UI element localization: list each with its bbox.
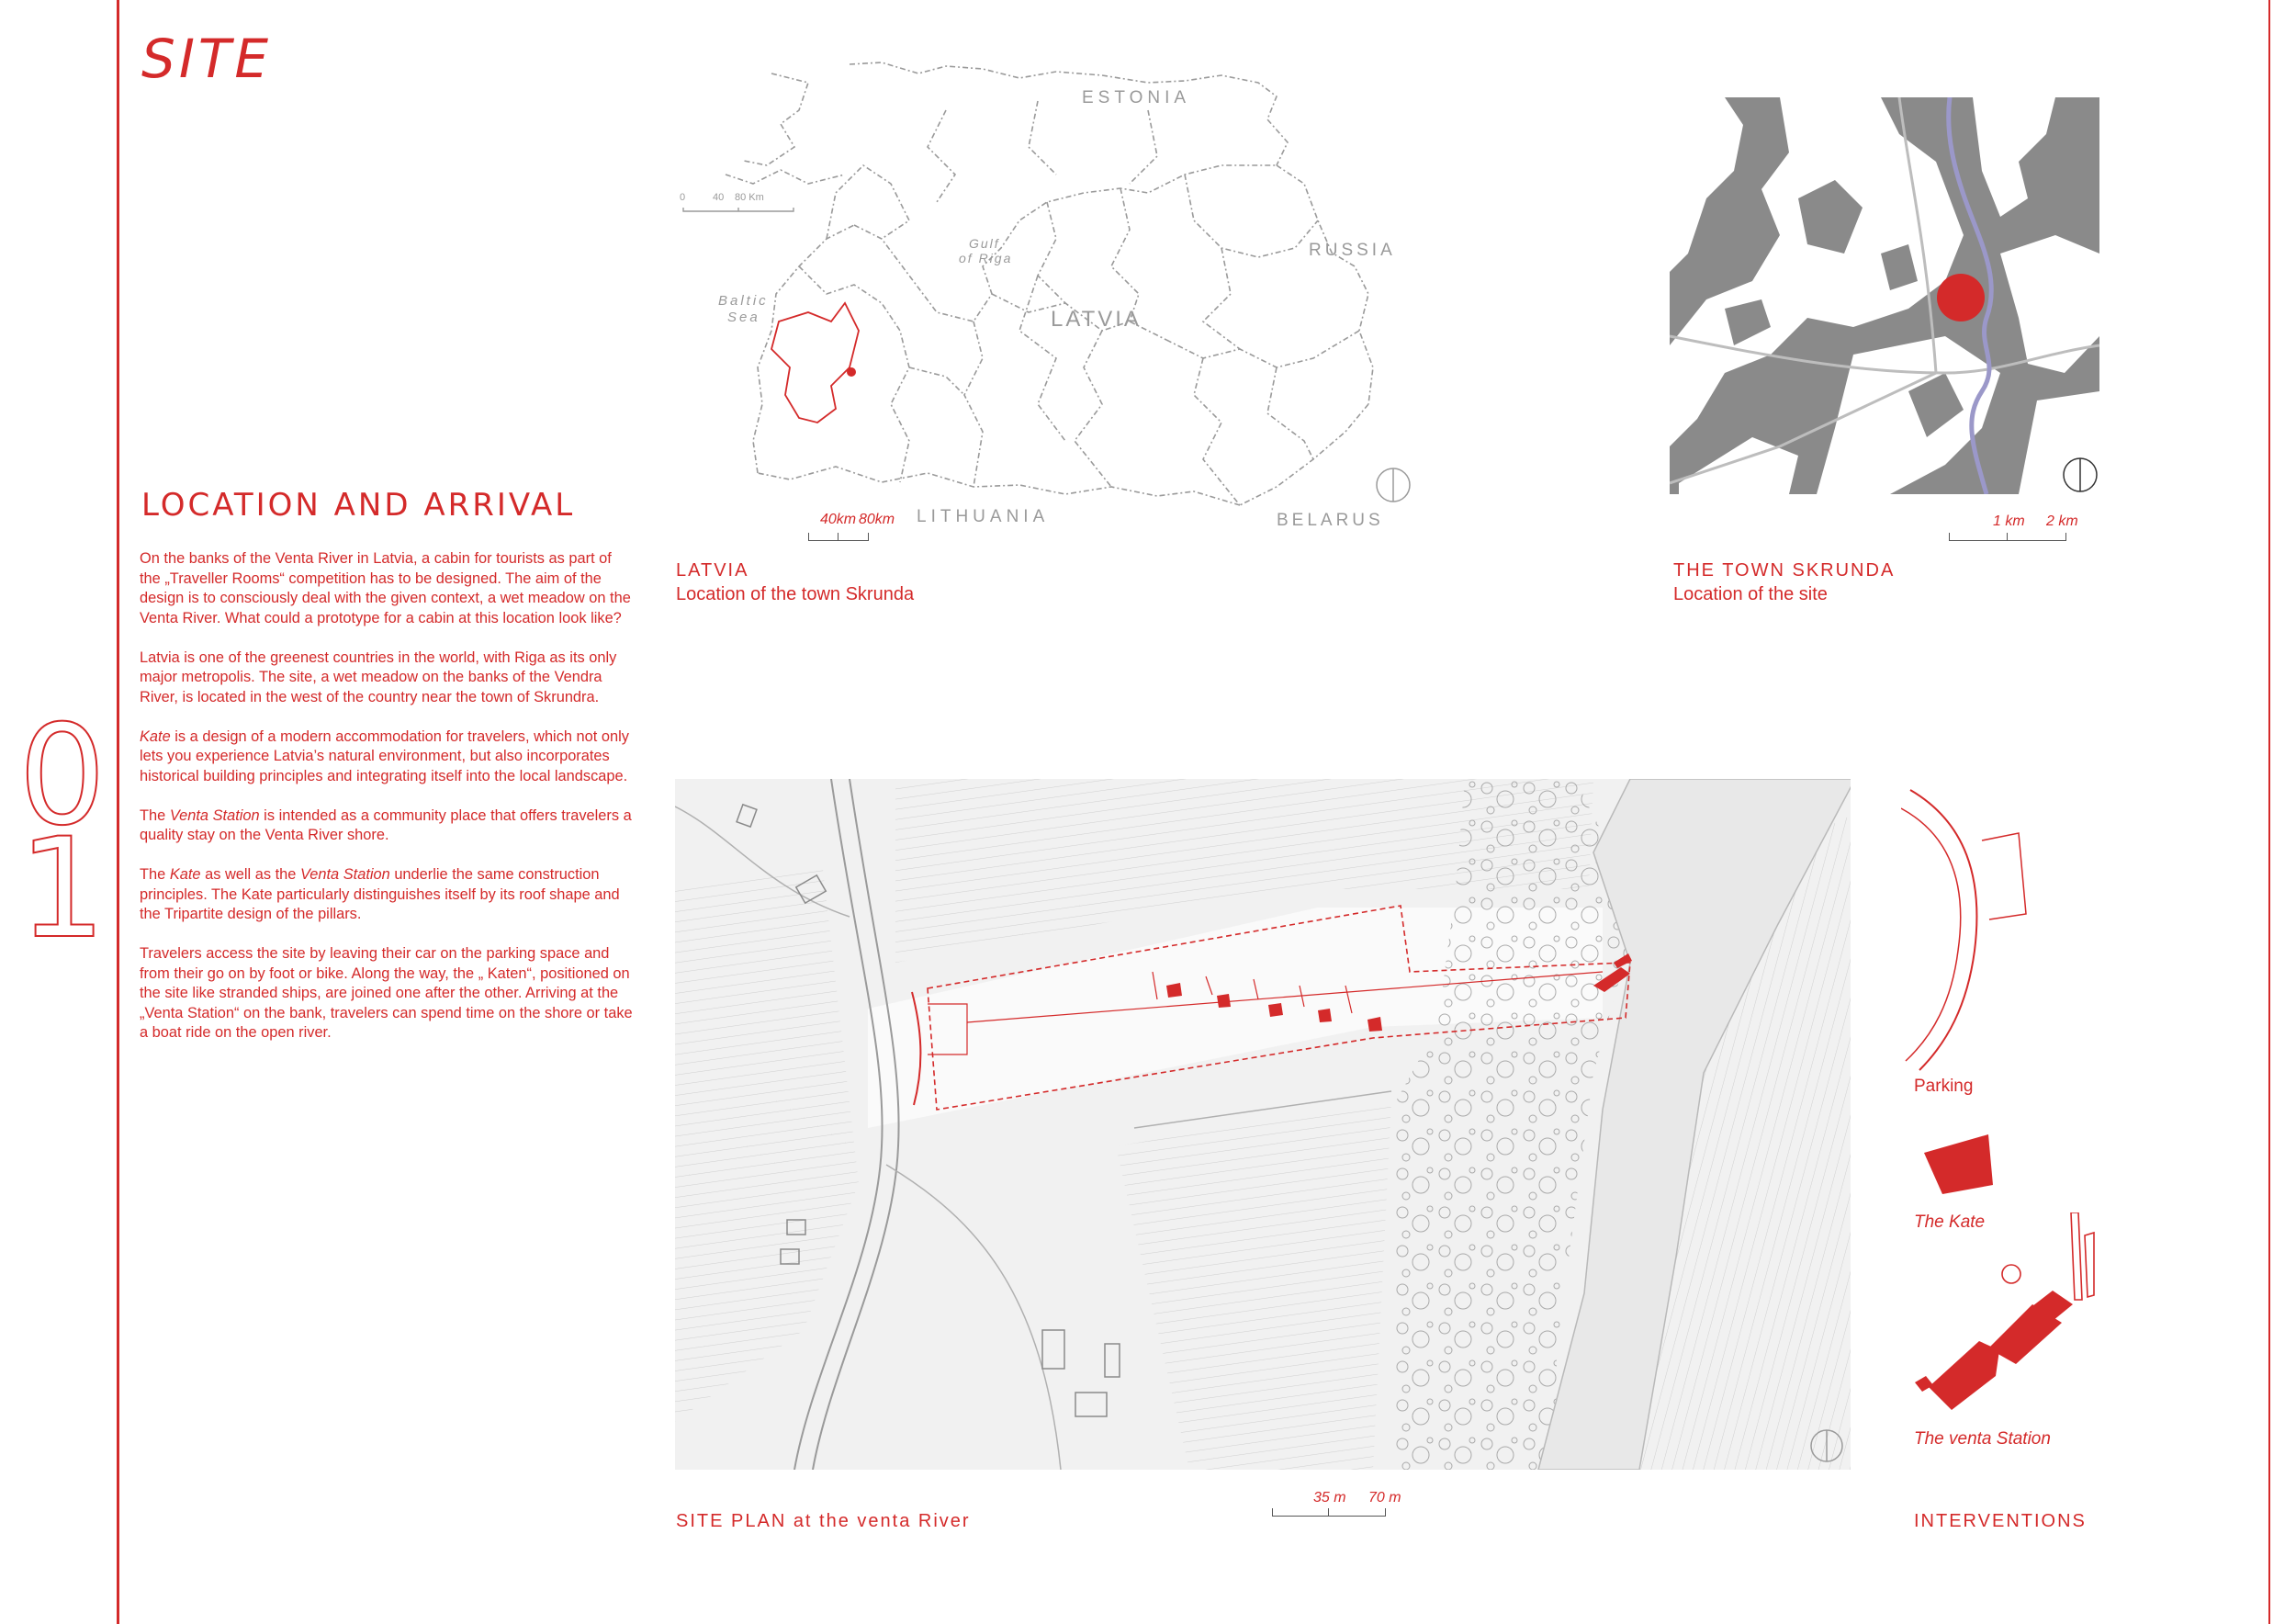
site-location-dot: [1937, 274, 1985, 321]
site-plan-caption: SITE PLAN at the venta River: [676, 1511, 971, 1531]
intro-text-run: The: [140, 866, 170, 883]
label-baltic: Baltic: [718, 293, 769, 309]
intro-text-run: is a design of a modern accommodation for travelers, which not only lets you experience Latvia’s natural environment, but also incorporates historical building principles and integrating itself into the local landscape.: [140, 727, 629, 784]
intro-paragraph: [140, 944, 636, 1043]
latvia-scale-80: 80km: [859, 512, 895, 527]
left-frame-line: [117, 0, 119, 1624]
small-scale-40: 40: [713, 192, 725, 203]
venta-station-label: The venta Station: [1914, 1429, 2051, 1449]
site-scale-bar: [1272, 1508, 1386, 1517]
town-caption-title: THE TOWN SKRUNDA: [1673, 560, 1896, 581]
latvia-scale-bar: [808, 533, 869, 541]
intro-text-run: On the banks of the Venta River in Latvia, a cabin for tourists as part of the „Traveller Rooms“ competition has to be designed. The aim of the design is to consciously deal with the given context, a wet meadow on the Venta River. What could a prototype for a cabin at this location look like?: [140, 550, 631, 626]
interventions-title: INTERVENTIONS: [1914, 1511, 2087, 1531]
label-lithuania: LITHUANIA: [917, 507, 1050, 526]
north-arrow-icon: [1377, 468, 1410, 502]
intro-paragraph: [140, 806, 636, 846]
venta-station-icon: [1915, 1212, 2099, 1424]
town-scale-bar: [1949, 533, 2066, 541]
site-scale-70m: 70 m: [1368, 1490, 1401, 1506]
small-scale-80: 80 Km: [735, 192, 764, 203]
section-heading: LOCATION AND ARRIVAL: [141, 487, 576, 524]
town-caption-sub: Location of the site: [1673, 584, 1828, 604]
site-scale-tick: [1328, 1508, 1329, 1516]
parking-diagram: [1901, 785, 2048, 1079]
intro-emphasis: Kate: [169, 866, 201, 883]
skrunda-location-dot: [847, 367, 856, 377]
section-number-top: 0: [18, 696, 107, 856]
intro-text-run: underlie the same construction principles. The Kate particularly distinguishes itself by its roof shape and the Tripartite design of the pillars.: [140, 866, 620, 922]
intro-paragraph: [140, 865, 636, 925]
latvia-map: [670, 55, 1424, 533]
small-scale-0: 0: [680, 192, 686, 203]
label-of-riga: of Riga: [959, 251, 1013, 265]
latvia-scale-40: 40km: [820, 512, 857, 527]
intro-emphasis: Kate: [140, 727, 171, 745]
intro-text-run: is intended as a community place that offers travelers a quality stay on the Venta River shore.: [140, 806, 632, 843]
town-scale-tick: [2007, 533, 2008, 540]
intro-body-text: [140, 549, 636, 1063]
intro-text-run: The: [140, 806, 170, 824]
label-latvia: LATVIA: [1051, 307, 1142, 332]
intro-paragraph: [140, 648, 636, 708]
page-title: SITE: [141, 28, 272, 90]
section-number-bottom: 1: [18, 809, 107, 969]
kate-icon: [1919, 1130, 2002, 1203]
label-gulf: Gulf: [969, 236, 1000, 251]
label-russia: RUSSIA: [1309, 241, 1396, 260]
right-frame-line: [2268, 0, 2270, 1624]
skrunda-region-outline: [771, 303, 859, 423]
latvia-caption-title: LATVIA: [676, 560, 749, 581]
label-belarus: BELARUS: [1277, 511, 1384, 530]
town-scale-2km: 2 km: [2046, 513, 2078, 529]
town-map: [1670, 97, 2099, 494]
latvia-caption-sub: Location of the town Skrunda: [676, 584, 915, 604]
site-scale-35m: 35 m: [1313, 1490, 1346, 1506]
parking-label: Parking: [1914, 1077, 1974, 1096]
intro-text-run: as well as the: [200, 866, 300, 883]
intro-emphasis: Venta Station: [169, 806, 260, 824]
site-plan: [675, 779, 1851, 1470]
intro-text-run: Latvia is one of the greenest countries in the world, with Riga as its only major metropolis. The site, a wet meadow on the banks of the Vendra River, is located in the west of the country near the town of Skrundra.: [140, 648, 617, 705]
label-estonia: ESTONIA: [1082, 88, 1191, 107]
town-scale-1km: 1 km: [1993, 513, 2025, 529]
intro-paragraph: [140, 549, 636, 628]
intro-text-run: Travelers access the site by leaving their car on the parking space and from their go on by foot or bike. Along the way, the „ Katen“, positioned on the site like stranded ships, are joined one after the other. Arriving at the „Venta Station“ on the bank, travelers can spend time on the shore or take a boat ride on the open river.: [140, 945, 633, 1041]
kate-label: The Kate: [1914, 1212, 1986, 1232]
intro-paragraph: [140, 727, 636, 787]
label-sea: Sea: [727, 310, 760, 325]
intro-emphasis: Venta Station: [299, 866, 390, 883]
